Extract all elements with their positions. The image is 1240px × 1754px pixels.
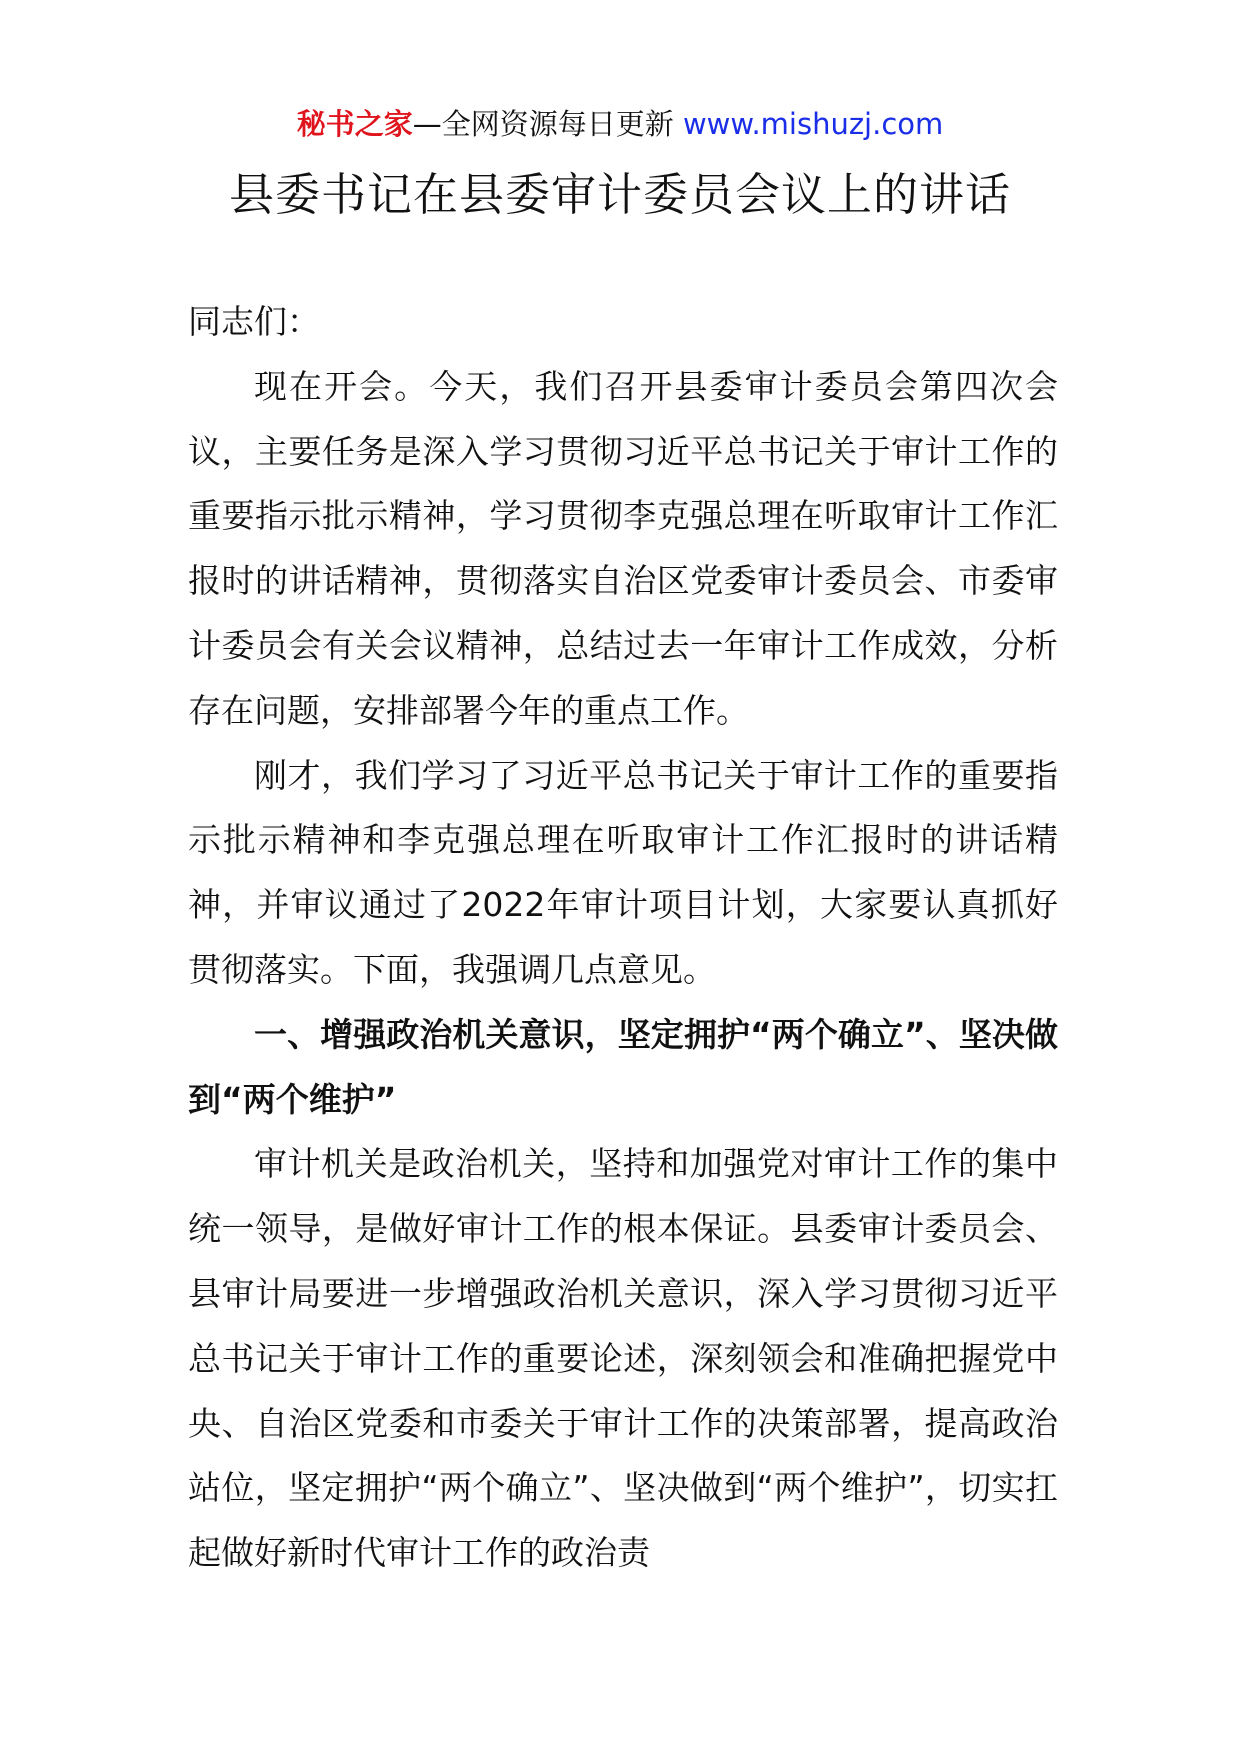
site-url-link[interactable]: www.mishuzj.com xyxy=(682,107,944,141)
body-paragraph: 审计机关是政治机关，坚持和加强党对审计工作的集中统一领导，是做好审计工作的根本保证。县委审计委员会、县审计局要进一步增强政治机关意识，深入学习贯彻习近平总书记关于审计工作的重要论述，深刻领会和准确把握党中央、自治区党委和市委关于审计工作的决策部署，提高政治站位，坚定拥护“两个确立”、坚决做到“两个维护”，切实扛起做好新时代审计工作的政治责 xyxy=(188,1144,1058,1573)
document-body xyxy=(188,290,1058,1586)
body-paragraph: 现在开会。今天，我们召开县委审计委员会第四次会议，主要任务是深入学习贯彻习近平总书记关于审计工作的重要指示批示精神，学习贯彻李克强总理在听取审计工作汇报时的讲话精神，贯彻落实自治区党委审计委员会、市委审计委员会有关会议精神，总结过去一年审计工作成效，分析存在问题，安排部署今年的重点工作。 xyxy=(188,366,1058,730)
section-heading: 一、增强政治机关意识，坚定拥护“两个确立”、坚决做到“两个维护” xyxy=(188,1014,1058,1119)
salutation: 同志们： xyxy=(188,302,320,341)
brand-name: 秘书之家 xyxy=(296,107,413,141)
header-tagline: —全网资源每日更新 xyxy=(412,107,683,141)
document-title: 县委书记在县委审计委员会议上的讲话 xyxy=(228,168,1011,221)
site-header xyxy=(0,100,1240,148)
body-paragraph: 刚才，我们学习了习近平总书记关于审计工作的重要指示批示精神和李克强总理在听取审计工作汇报时的讲话精神，并审议通过了2022年审计项目计划，大家要认真抓好贯彻落实。下面，我强调几点意见。 xyxy=(188,755,1058,989)
